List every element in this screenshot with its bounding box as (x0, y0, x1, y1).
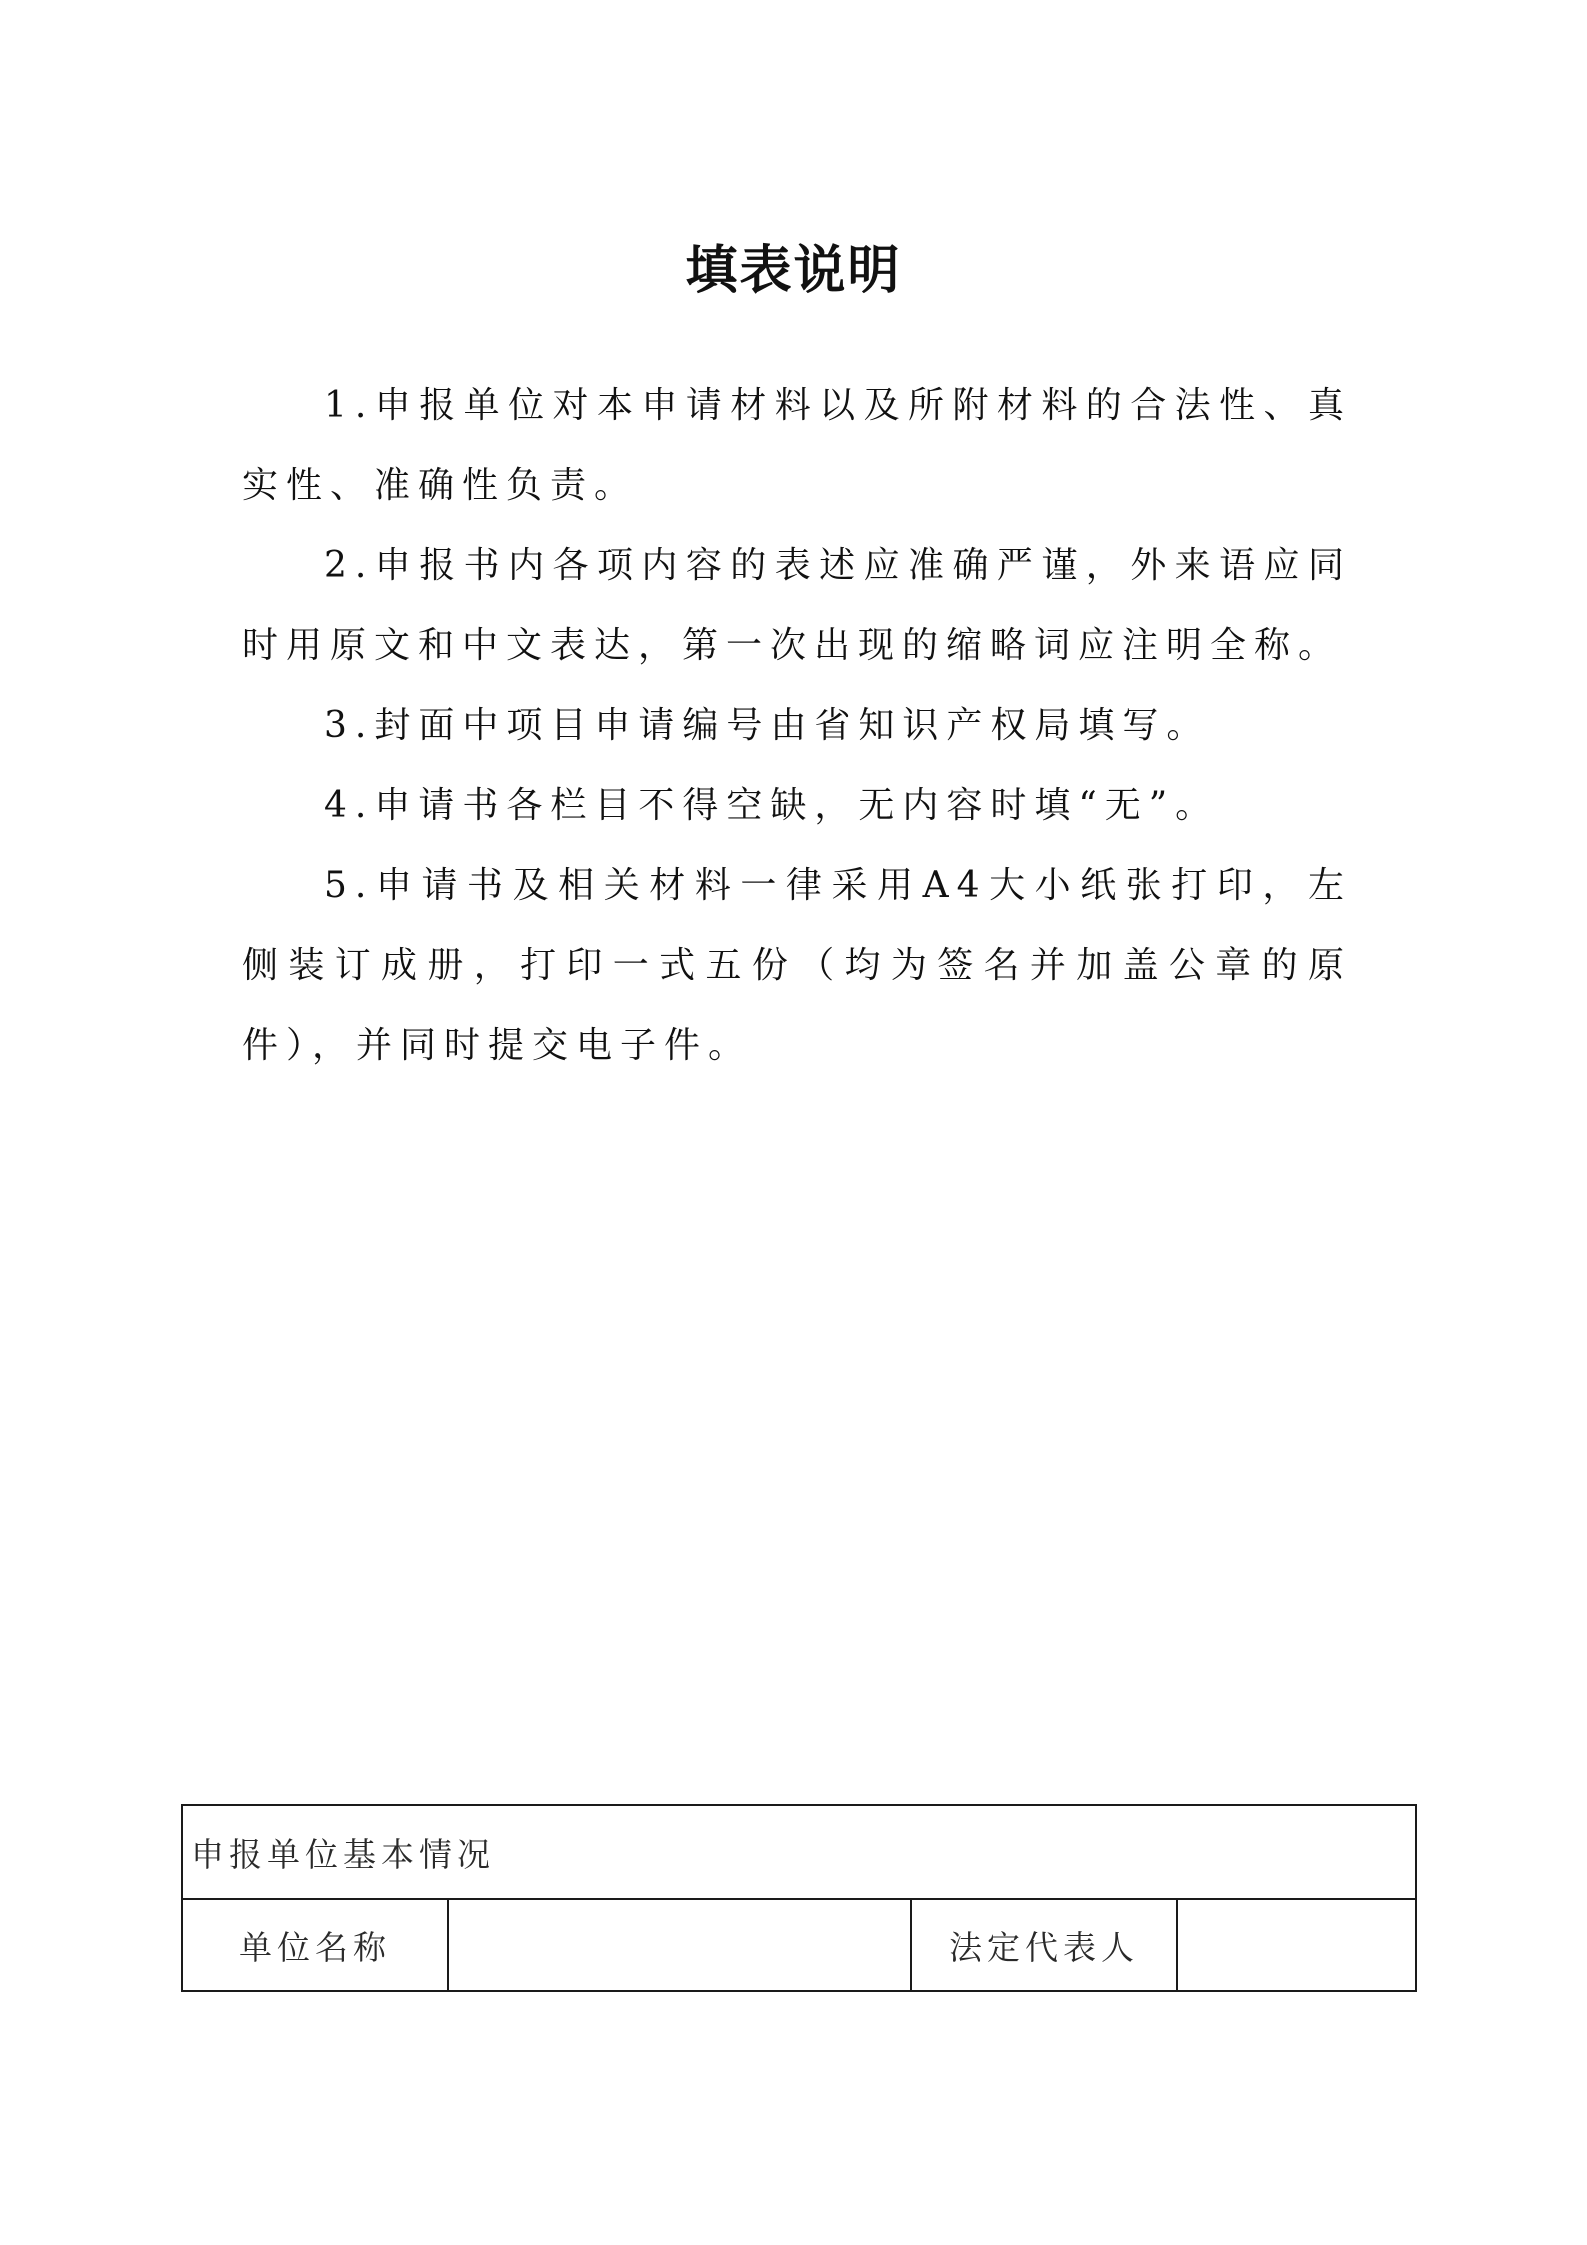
unit-name-label: 单位名称 (182, 1899, 448, 1991)
instructions-list (242, 366, 1352, 1086)
table-row (182, 1899, 1416, 1991)
instruction-item-2: 2.申报书内各项内容的表述应准确严谨，外来语应同时用原文和中文表达，第一次出现的缩略词应注明全称。 (242, 545, 1352, 666)
instruction-item-1: 1.申报单位对本申请材料以及所附材料的合法性、真实性、准确性负责。 (242, 385, 1352, 506)
instruction-item-4: 4.申请书各栏目不得空缺，无内容时填“无”。 (324, 785, 1220, 826)
section-header: 申报单位基本情况 (182, 1805, 1416, 1899)
unit-name-field[interactable] (448, 1899, 911, 1991)
table-section-row (182, 1805, 1416, 1899)
applicant-info-table (181, 1804, 1417, 1992)
page-title: 填表说明 (685, 240, 902, 301)
instruction-item-5: 5.申请书及相关材料一律采用A4大小纸张打印，左侧装订成册，打印一式五份（均为签名并加盖公章的原件），并同时提交电子件。 (242, 865, 1352, 1066)
instruction-item-3: 3.封面中项目申请编号由省知识产权局填写。 (324, 705, 1211, 746)
legal-rep-field[interactable] (1177, 1899, 1416, 1991)
legal-rep-label: 法定代表人 (911, 1899, 1177, 1991)
